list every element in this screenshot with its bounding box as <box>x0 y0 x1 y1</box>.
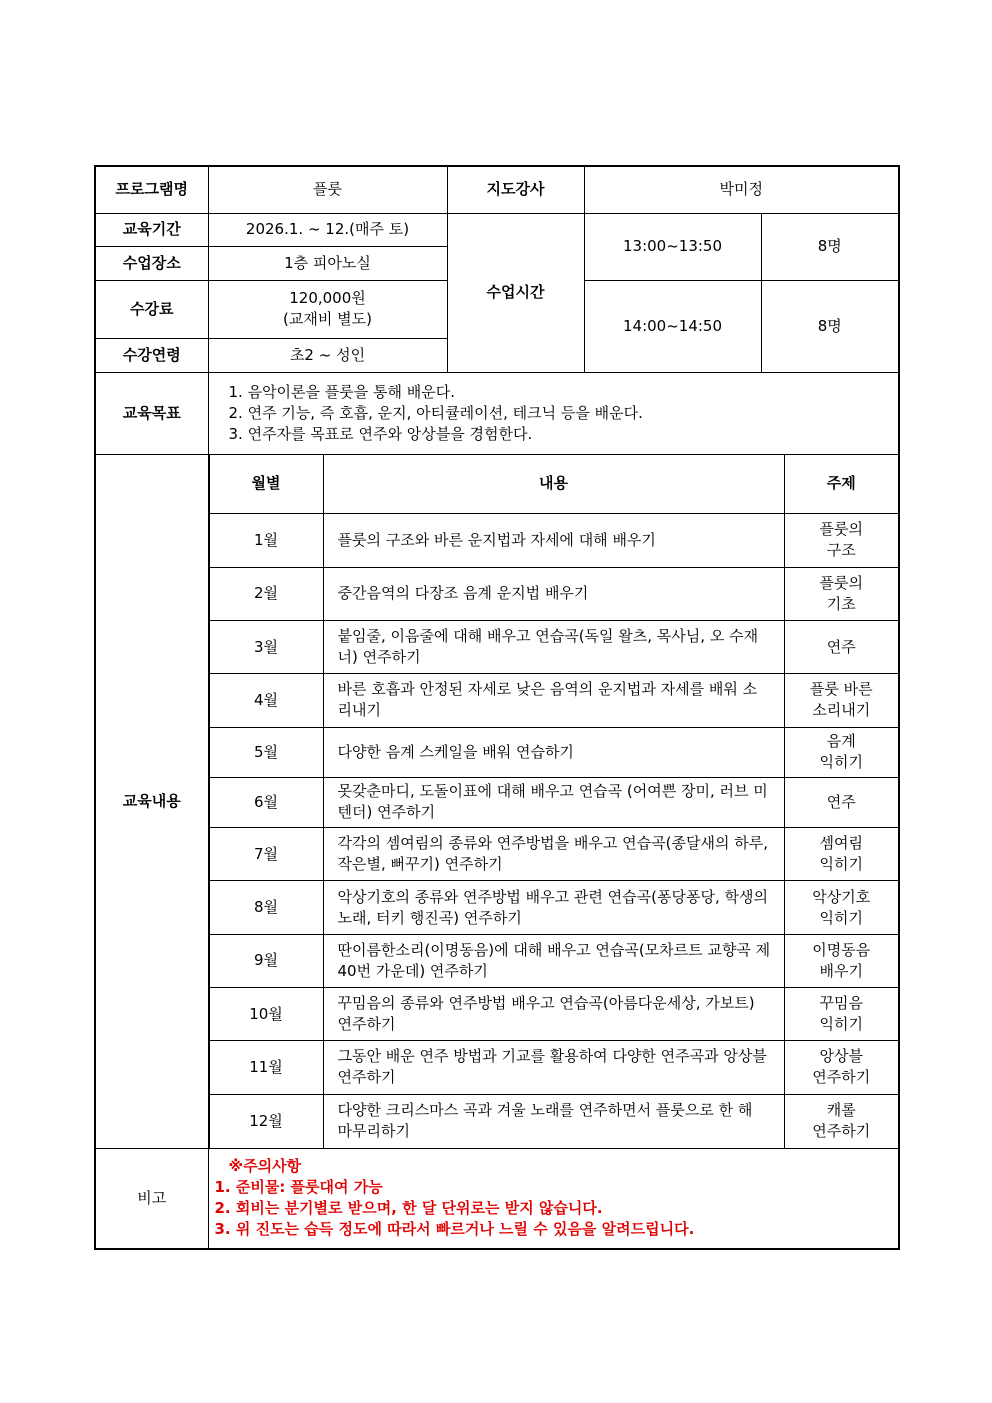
instructor-value: 박미정 <box>584 166 899 213</box>
month-cell: 9월 <box>209 934 323 987</box>
topic-line: 구조 <box>826 541 856 560</box>
fee-value <box>208 280 447 338</box>
content-cell: 그동안 배운 연주 방법과 기교를 활용하여 다양한 연주곡과 앙상블 연주하기 <box>323 1041 784 1094</box>
topic-line: 셈여림 <box>819 834 863 853</box>
content-cell: 붙임줄, 이음줄에 대해 배우고 연습곡(독일 왈츠, 목사님, 오 수재너) 연주하기 <box>323 620 784 673</box>
program-table <box>94 165 900 1250</box>
curriculum-row <box>209 828 898 881</box>
col-month-header: 월별 <box>209 455 323 514</box>
goal-item: 3. 연주자를 목표로 연주와 앙상블을 경험한다. <box>228 424 533 443</box>
topic-cell <box>784 881 898 934</box>
curriculum-row <box>209 777 898 827</box>
curriculum-label: 교육내용 <box>95 454 208 1148</box>
topic-line: 연주하기 <box>812 1122 871 1141</box>
curriculum-cell <box>208 454 899 1148</box>
period-label: 교육기간 <box>95 213 208 246</box>
content-cell: 중간음역의 다장조 음계 운지법 배우기 <box>323 567 784 620</box>
month-cell: 7월 <box>209 828 323 881</box>
topic-line: 음계 <box>826 732 856 751</box>
program-name-value: 플룻 <box>208 166 447 213</box>
topic-cell <box>784 567 898 620</box>
topic-line: 플룻 바른 <box>809 680 873 699</box>
topic-line: 꾸밈음 <box>819 994 863 1013</box>
fee-note: (교재비 별도) <box>283 310 372 328</box>
instructor-label: 지도강사 <box>447 166 584 213</box>
curriculum-row <box>209 727 898 777</box>
topic-line: 이명동음 <box>812 940 871 959</box>
topic-line: 플룻의 <box>819 573 863 592</box>
curriculum-row <box>209 1094 898 1147</box>
content-cell: 딴이름한소리(이명동음)에 대해 배우고 연습곡(모차르트 교향곡 제40번 가운데) 연주하기 <box>323 934 784 987</box>
topic-cell <box>784 1041 898 1094</box>
topic-cell <box>784 674 898 727</box>
content-cell: 각각의 셈여림의 종류와 연주방법을 배우고 연습곡(종달새의 하루, 작은별, 뻐꾸기) 연주하기 <box>323 828 784 881</box>
age-label: 수강연령 <box>95 338 208 372</box>
month-cell: 8월 <box>209 881 323 934</box>
goal-item: 2. 연주 기능, 즉 호흡, 운지, 아티큘레이션, 테크닉 등을 배운다. <box>228 403 643 422</box>
goal-item: 1. 음악이론을 플룻을 통해 배운다. <box>228 382 456 401</box>
fee-amount: 120,000원 <box>289 289 366 307</box>
fee-label: 수강료 <box>95 280 208 338</box>
remarks-heading: ※주의사항 <box>228 1157 302 1176</box>
goals-list <box>208 372 899 454</box>
program-name-label: 프로그램명 <box>95 166 208 213</box>
topic-line: 익히기 <box>819 1015 863 1034</box>
session-1-time: 13:00~13:50 <box>584 213 761 280</box>
curriculum-row <box>209 881 898 934</box>
month-cell: 1월 <box>209 514 323 567</box>
topic-line: 배우기 <box>819 961 863 980</box>
remark-item: 2. 회비는 분기별로 받으며, 한 달 단위로는 받지 않습니다. <box>214 1199 603 1218</box>
session-1-capacity: 8명 <box>761 213 899 280</box>
curriculum-row <box>209 567 898 620</box>
session-2-capacity: 8명 <box>761 280 899 372</box>
topic-line: 기초 <box>826 594 856 613</box>
topic-cell <box>784 727 898 777</box>
topic-line: 플룻의 <box>819 520 863 539</box>
curriculum-row <box>209 674 898 727</box>
period-value: 2026.1. ~ 12.(매주 토) <box>208 213 447 246</box>
topic-line: 연주하기 <box>812 1068 871 1087</box>
month-cell: 12월 <box>209 1094 323 1147</box>
content-cell: 바른 호흡과 안정된 자세로 낮은 음역의 운지법과 자세를 배워 소리내기 <box>323 674 784 727</box>
topic-line: 익히기 <box>819 753 863 772</box>
remark-item: 3. 위 진도는 습득 정도에 따라서 빠르거나 느릴 수 있음을 알려드립니다. <box>214 1220 695 1239</box>
topic-line: 악상기호 <box>812 887 871 906</box>
content-cell: 못갖춘마디, 도돌이표에 대해 배우고 연습곡 (어여쁜 장미, 러브 미 텐더) 연주하기 <box>323 777 784 827</box>
curriculum-row <box>209 934 898 987</box>
topic-cell <box>784 620 898 673</box>
month-cell: 2월 <box>209 567 323 620</box>
session-2-time: 14:00~14:50 <box>584 280 761 372</box>
topic-cell <box>784 828 898 881</box>
goals-label: 교육목표 <box>95 372 208 454</box>
class-time-label: 수업시간 <box>447 213 584 372</box>
month-cell: 10월 <box>209 987 323 1040</box>
topic-cell <box>784 987 898 1040</box>
curriculum-row <box>209 620 898 673</box>
topic-cell <box>784 934 898 987</box>
place-value: 1층 피아노실 <box>208 246 447 280</box>
month-cell: 3월 <box>209 620 323 673</box>
topic-line: 앙상블 <box>819 1047 863 1066</box>
topic-line: 익히기 <box>819 908 863 927</box>
col-topic-header: 주제 <box>784 455 898 514</box>
age-value: 초2 ~ 성인 <box>208 338 447 372</box>
topic-line: 익히기 <box>819 855 863 874</box>
content-cell: 악상기호의 종류와 연주방법 배우고 관련 연습곡(퐁당퐁당, 학생의 노래, 터키 행진곡) 연주하기 <box>323 881 784 934</box>
content-cell: 꾸밈음의 종류와 연주방법 배우고 연습곡(아름다운세상, 가보트) 연주하기 <box>323 987 784 1040</box>
curriculum-row <box>209 514 898 567</box>
col-content-header: 내용 <box>323 455 784 514</box>
content-cell: 다양한 크리스마스 곡과 겨울 노래를 연주하면서 플룻으로 한 해 마무리하기 <box>323 1094 784 1147</box>
topic-line: 연주 <box>826 637 856 656</box>
topic-line: 캐롤 <box>826 1101 856 1120</box>
place-label: 수업장소 <box>95 246 208 280</box>
topic-cell <box>784 777 898 827</box>
curriculum-row <box>209 987 898 1040</box>
topic-line: 연주 <box>826 792 856 811</box>
topic-cell <box>784 514 898 567</box>
content-cell: 플룻의 구조와 바른 운지법과 자세에 대해 배우기 <box>323 514 784 567</box>
month-cell: 5월 <box>209 727 323 777</box>
remarks-notes <box>208 1148 899 1249</box>
month-cell: 4월 <box>209 674 323 727</box>
topic-line: 소리내기 <box>812 701 871 720</box>
topic-cell <box>784 1094 898 1147</box>
curriculum-table <box>209 455 899 1148</box>
curriculum-row <box>209 1041 898 1094</box>
remark-item: 1. 준비물: 플룻대여 가능 <box>214 1178 383 1197</box>
remarks-label: 비고 <box>95 1148 208 1249</box>
month-cell: 11월 <box>209 1041 323 1094</box>
month-cell: 6월 <box>209 777 323 827</box>
content-cell: 다양한 음계 스케일을 배워 연습하기 <box>323 727 784 777</box>
